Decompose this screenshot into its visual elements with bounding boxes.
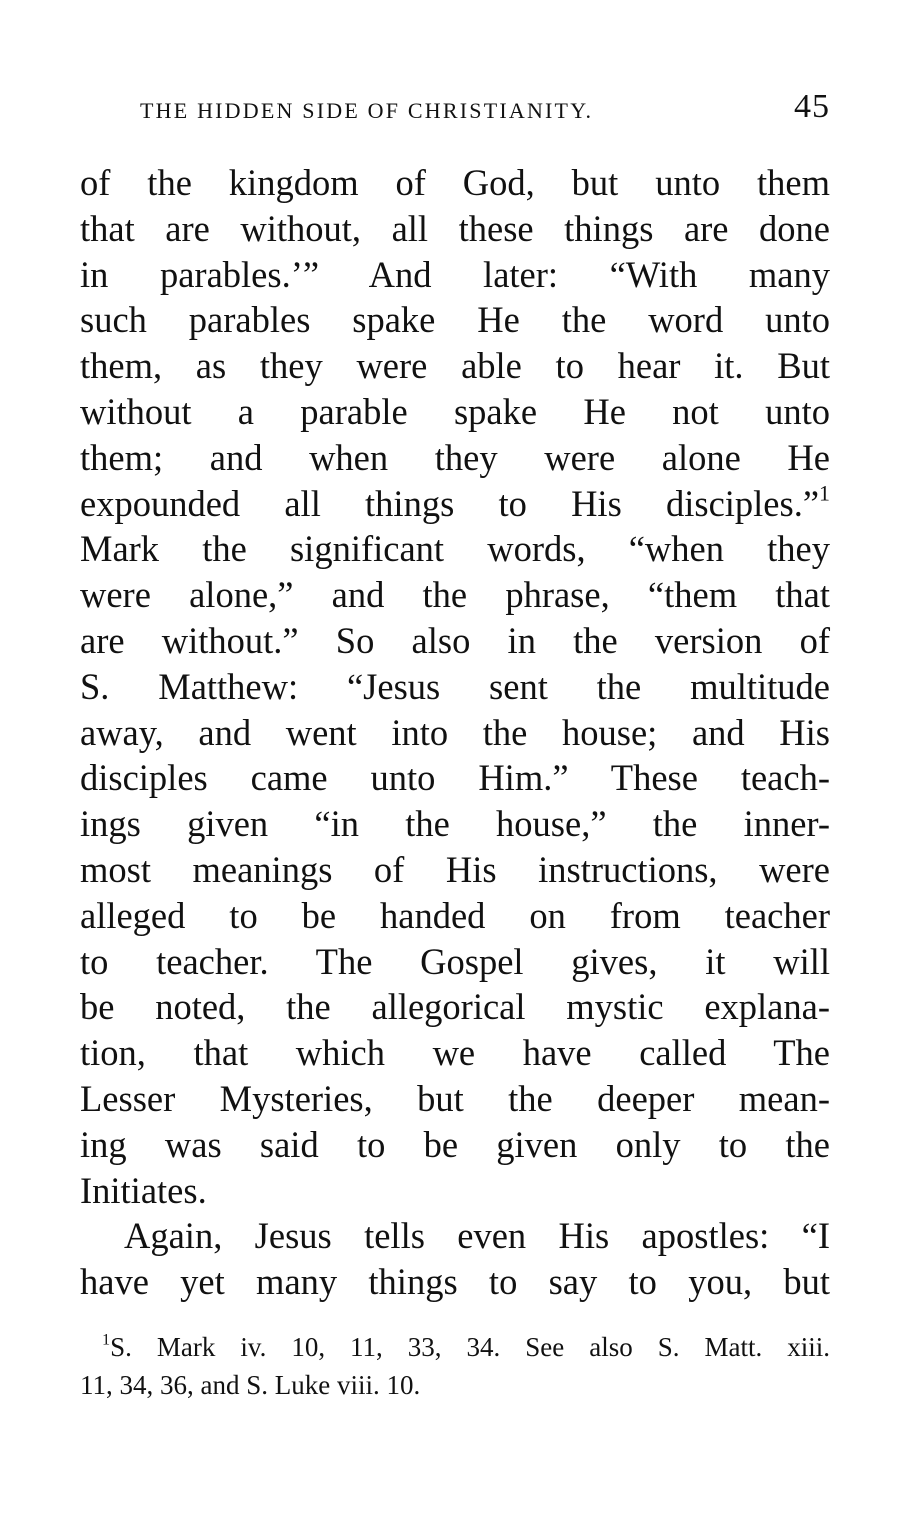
- text-line: have yet many things to say to you, but: [80, 1261, 830, 1303]
- text-line: away, and went into the house; and His: [80, 711, 830, 753]
- running-title: THE HIDDEN SIDE OF CHRISTIANITY.: [140, 98, 594, 123]
- text-line: in parables.’” And later: “With many: [80, 253, 830, 295]
- text-line: S. Matthew: “Jesus sent the multitude: [80, 665, 830, 707]
- text-line: that are without, all these things are done: [80, 207, 830, 249]
- text-line: such parables spake He the word unto: [80, 299, 830, 341]
- text-line: are without.” So also in the version of: [80, 619, 830, 661]
- text-line-paragraph-start: Again, Jesus tells even His apostles: “I: [124, 1215, 830, 1257]
- footnote-marker: 1: [102, 1330, 111, 1349]
- text-line-with-footnote-ref: [80, 481, 830, 527]
- text-line: to teacher. The Gospel gives, it will: [80, 940, 830, 982]
- footnote-reference: 1: [819, 480, 830, 506]
- text-line: ing was said to be given only to the: [80, 1123, 830, 1165]
- page-number: 45: [794, 88, 830, 125]
- text-line: ings given “in the house,” the inner-: [80, 803, 830, 845]
- text-line: of the kingdom of God, but unto them: [80, 162, 830, 203]
- text-line: disciples came unto Him.” These teach-: [80, 757, 830, 799]
- text-line: them; and when they were alone He: [80, 436, 830, 478]
- body-text: [80, 160, 830, 1305]
- text-line: Lesser Mysteries, but the deeper mean-: [80, 1077, 830, 1119]
- text-line: Mark the significant words, “when they: [80, 528, 830, 570]
- text-line: Initiates.: [80, 1169, 207, 1211]
- footnote: [80, 1328, 830, 1404]
- text-line: be noted, the allegorical mystic explana-: [80, 986, 830, 1028]
- text-line: were alone,” and the phrase, “them that: [80, 574, 830, 616]
- text-line: without a parable spake He not unto: [80, 390, 830, 432]
- text-line: alleged to be handed on from teacher: [80, 894, 830, 936]
- text-line: tion, that which we have called The: [80, 1032, 830, 1074]
- text-line: them, as they were able to hear it. But: [80, 345, 830, 387]
- footnote-line: 11, 34, 36, and S. Luke viii. 10.: [80, 1370, 421, 1400]
- footnote-line: [80, 1328, 830, 1366]
- footnote-text: S. Mark iv. 10, 11, 33, 34. See also S. Matt. xiii.: [110, 1332, 830, 1362]
- text-line: most meanings of His instructions, were: [80, 848, 830, 890]
- text-line-content: expounded all things to His disciples.”: [80, 482, 820, 524]
- running-head: [140, 88, 830, 138]
